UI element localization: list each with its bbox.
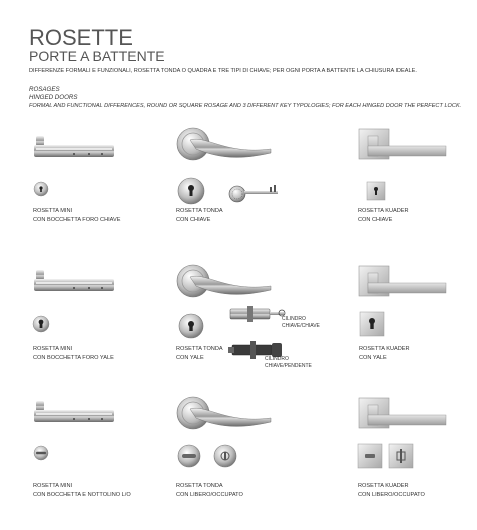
- caption-kuader-1: [358, 207, 409, 225]
- square-thumbturn-icon: [357, 443, 383, 469]
- caption-line2: CON CHIAVE: [358, 217, 393, 223]
- caption-line2: CON YALE: [176, 355, 204, 361]
- description-italian: DIFFERENZE FORMALI E FUNZIONALI, ROSETTA TONDA O QUADRA E TRE TIPI DI CHIAVE; PER OGNI PORTA A BATTENTE LA CHIUSURA IDEALE.: [29, 68, 417, 74]
- caption-line1: ROSETTA KUADER: [358, 208, 409, 214]
- keyhole-escutcheon-icon: [33, 181, 49, 197]
- caption-line1: ROSETTA MINI: [33, 208, 73, 214]
- rosetta-kuader-lever-image: [358, 397, 450, 431]
- rosetta-tonda-lever-image: [176, 127, 274, 165]
- round-thumbturn-icon: [176, 444, 206, 470]
- cylinder-key-key-icon: [230, 304, 286, 324]
- square-key-escutcheon-icon: [366, 181, 386, 201]
- caption-line1: ROSETTA MINI: [33, 346, 73, 352]
- caption-line1: CILINDRO: [282, 316, 306, 322]
- round-indicator-icon: [212, 444, 242, 470]
- caption-line2: CON CHIAVE: [176, 217, 211, 223]
- square-yale-escutcheon-icon: [359, 311, 385, 337]
- caption-mini-3: [33, 482, 131, 500]
- caption-line2: CON BOCCHETTA E NOTTOLINO L/O: [33, 492, 131, 498]
- rosetta-tonda-lever-image: [176, 264, 274, 302]
- english-subtitle: HINGED DOORS: [29, 94, 78, 101]
- caption-line2: CON YALE: [359, 355, 387, 361]
- caption-line1: ROSETTA TONDA: [176, 346, 223, 352]
- caption-mini-2: [33, 345, 114, 363]
- description-english: FORMAL AND FUNCTIONAL DIFFERENCES, ROUND OR SQUARE ROSAGE AND 3 DIFFERENT KEY TYPOLOGIES; FOR EACH HINGED DOOR THE PERFECT LOCK.: [29, 103, 462, 109]
- caption-line2: CON LIBERO/OCCUPATO: [358, 492, 425, 498]
- caption-line2: CHIAVE/CHIAVE: [282, 323, 320, 329]
- caption-line1: ROSETTA TONDA: [176, 208, 223, 214]
- yale-escutcheon-icon: [32, 314, 50, 334]
- caption-line1: ROSETTA MINI: [33, 483, 73, 489]
- rosetta-mini-handle-image: [34, 270, 118, 296]
- rosetta-mini-handle-image: [34, 401, 118, 427]
- caption-kuader-2: [359, 345, 410, 363]
- page-subtitle: PORTE A BATTENTE: [29, 48, 165, 64]
- caption-cylinder-2: [265, 356, 312, 370]
- caption-tonda-1: [176, 207, 223, 225]
- english-heading: [29, 86, 77, 102]
- rosetta-tonda-lever-image: [176, 396, 274, 434]
- english-title: ROSAGES: [29, 86, 60, 93]
- caption-line1: CILINDRO: [265, 356, 289, 362]
- rosetta-mini-handle-image: [34, 136, 118, 162]
- caption-line2: CON LIBERO/OCCUPATO: [176, 492, 243, 498]
- rosetta-kuader-lever-image: [358, 265, 450, 299]
- caption-line2: CON BOCCHETTA FORO YALE: [33, 355, 114, 361]
- caption-line2: CHIAVE/PENDENTE: [265, 363, 312, 369]
- caption-line1: ROSETTA KUADER: [359, 346, 410, 352]
- caption-line1: ROSETTA KUADER: [358, 483, 409, 489]
- square-indicator-icon: [388, 443, 414, 469]
- caption-line2: CON BOCCHETTA FORO CHIAVE: [33, 217, 121, 223]
- thumbturn-escutcheon-icon: [33, 445, 49, 461]
- caption-tonda-2: [176, 345, 223, 363]
- caption-tonda-3: [176, 482, 243, 500]
- rosetta-kuader-lever-image: [358, 128, 450, 162]
- key-icon: [228, 183, 282, 205]
- round-yale-escutcheon-icon: [176, 313, 210, 341]
- caption-cylinder-1: [282, 316, 320, 330]
- caption-line1: ROSETTA TONDA: [176, 483, 223, 489]
- round-key-escutcheon-icon: [176, 177, 210, 207]
- page-title: ROSETTE: [29, 25, 133, 50]
- caption-mini-1: [33, 207, 120, 225]
- caption-kuader-3: [358, 482, 425, 500]
